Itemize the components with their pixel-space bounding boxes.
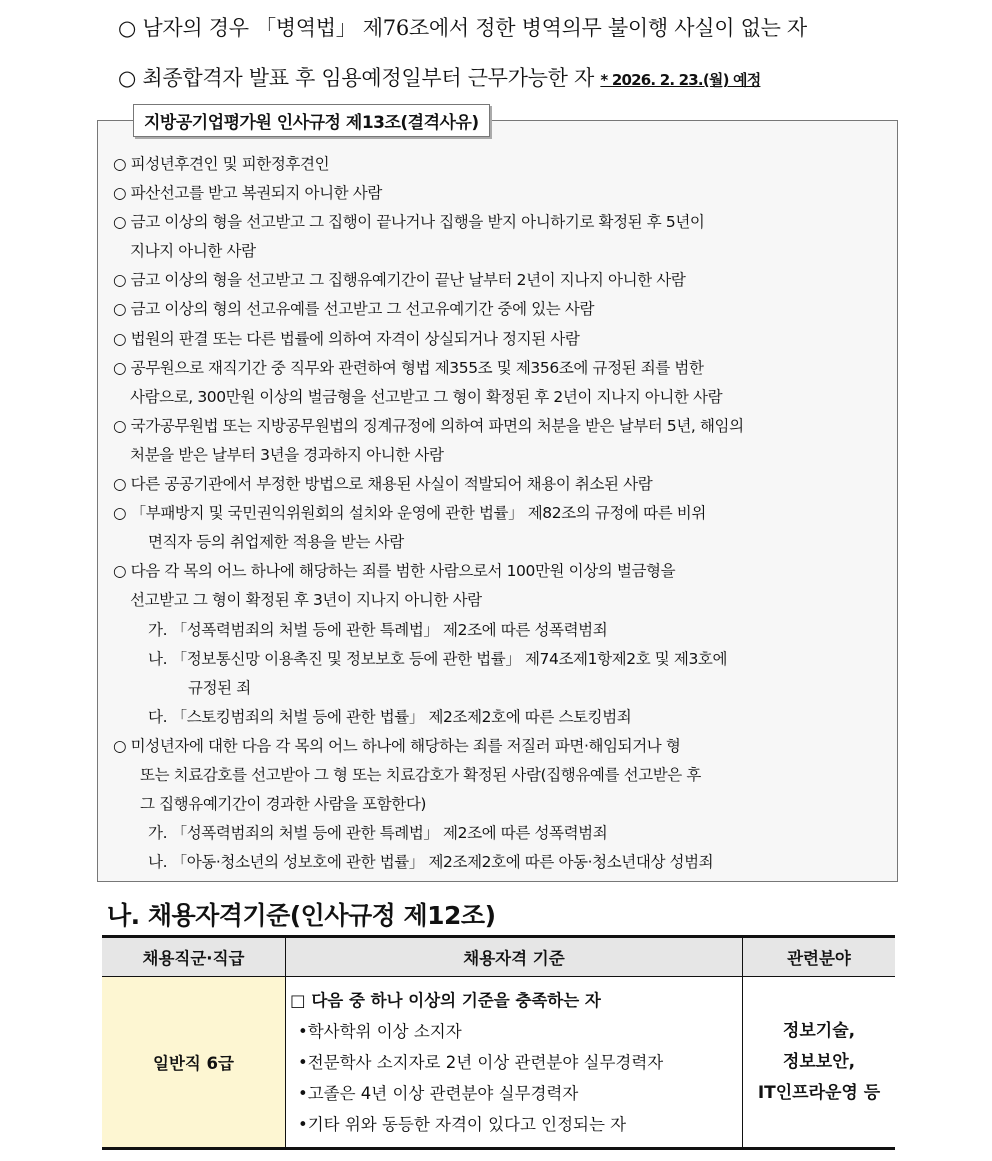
header-fields: 관련분야 bbox=[743, 937, 896, 977]
list-line: 그 집행유예기간이 경과한 사람을 포함한다) bbox=[140, 795, 427, 814]
list-line: ○ 파산선고를 받고 복권되지 아니한 사람 bbox=[113, 184, 382, 203]
criteria-item: •고졸은 4년 이상 관련분야 실무경력자 bbox=[298, 1083, 579, 1103]
start-date-note: * 2026. 2. 23.(월) 예정 bbox=[600, 71, 761, 89]
list-line: 처분을 받은 날부터 3년을 경과하지 아니한 사람 bbox=[130, 445, 444, 464]
criteria-cell bbox=[286, 977, 743, 1149]
list-line: ○ 법원의 판결 또는 다른 법률에 의하여 자격이 상실되거나 정지된 사람 bbox=[113, 329, 580, 348]
list-line: 나. 「아동·청소년의 성보호에 관한 법률」 제2조제2호에 따른 아동·청소년대상 성범죄 bbox=[148, 853, 714, 872]
qualification-table bbox=[102, 935, 895, 1150]
criteria-item: •기타 위와 동등한 자격이 있다고 인정되는 자 bbox=[298, 1114, 627, 1134]
requirement-availability bbox=[118, 62, 760, 92]
criteria-heading: □ 다음 중 하나 이상의 기준을 충족하는 자 bbox=[290, 990, 601, 1010]
requirement-text: ○ 최종합격자 발표 후 임용예정일부터 근무가능한 자 bbox=[118, 66, 601, 90]
list-line: 다. 「스토킹범죄의 처벌 등에 관한 법률」 제2조제2호에 따른 스토킹범죄 bbox=[148, 707, 632, 726]
list-line: 지나지 아니한 사람 bbox=[130, 242, 256, 261]
criteria-item: •학사학위 이상 소지자 bbox=[298, 1021, 462, 1041]
table-row bbox=[102, 977, 895, 1149]
field-item: 정보보안, bbox=[782, 1051, 856, 1072]
list-line: ○ 공무원으로 재직기간 중 직무와 관련하여 형법 제355조 및 제356조에 규정된 죄를 범한 bbox=[113, 358, 704, 377]
list-line: 사람으로, 300만원 이상의 벌금형을 선고받고 그 형이 확정된 후 2년이 지나지 아니한 사람 bbox=[130, 387, 723, 406]
list-line: 또는 치료감호를 선고받아 그 형 또는 치료감호가 확정된 사람(집행유예를 선고받은 후 bbox=[140, 765, 701, 784]
requirement-text: ○ 남자의 경우 「병역법」 제76조에서 정한 병역의무 불이행 사실이 없는 자 bbox=[118, 16, 807, 40]
header-position: 채용직군·직급 bbox=[102, 937, 286, 977]
list-line: 가. 「성폭력범죄의 처벌 등에 관한 특례법」 제2조에 따른 성폭력범죄 bbox=[148, 824, 608, 843]
list-line: 가. 「성폭력범죄의 처벌 등에 관한 특례법」 제2조에 따른 성폭력범죄 bbox=[148, 620, 608, 639]
list-line: ○ 금고 이상의 형의 선고유예를 선고받고 그 선고유예기간 중에 있는 사람 bbox=[113, 300, 595, 319]
list-line: ○ 미성년자에 대한 다음 각 목의 어느 하나에 해당하는 죄를 저질러 파면·해임되거나 형 bbox=[113, 736, 681, 755]
disqualification-list bbox=[113, 150, 893, 877]
list-line: ○ 다음 각 목의 어느 하나에 해당하는 죄를 범한 사람으로서 100만원 이상의 벌금형을 bbox=[113, 562, 676, 581]
list-line: ○ 피성년후견인 및 피한정후견인 bbox=[113, 155, 330, 173]
requirement-military bbox=[118, 12, 807, 42]
table-header-row bbox=[102, 937, 895, 977]
list-line: ○ 금고 이상의 형을 선고받고 그 집행이 끝나거나 집행을 받지 아니하기로 확정된 후 5년이 bbox=[113, 213, 705, 232]
list-line: 규정된 죄 bbox=[188, 678, 251, 697]
list-line: ○ 「부패방지 및 국민권익위원회의 설치와 운영에 관한 법률」 제82조의 규정에 따른 비위 bbox=[113, 504, 706, 523]
list-line: ○ 다른 공공기관에서 부정한 방법으로 채용된 사실이 적발되어 채용이 취소된 사람 bbox=[113, 475, 653, 494]
position-cell: 일반직 6급 bbox=[102, 977, 286, 1149]
list-line: 면직자 등의 취업제한 적용을 받는 사람 bbox=[148, 533, 404, 552]
box-title: 지방공기업평가원 인사규정 제13조(결격사유) bbox=[133, 104, 490, 137]
field-item: 정보기술, bbox=[782, 1020, 856, 1041]
section-heading: 나. 채용자격기준(인사규정 제12조) bbox=[107, 901, 496, 930]
list-line: ○ 금고 이상의 형을 선고받고 그 집행유예기간이 끝난 날부터 2년이 지나지 아니한 사람 bbox=[113, 271, 686, 290]
list-line: ○ 국가공무원법 또는 지방공무원법의 징계규정에 의하여 파면의 처분을 받은 날부터 5년, 해임의 bbox=[113, 416, 744, 435]
list-line: 나. 「정보통신망 이용촉진 및 정보보호 등에 관한 법률」 제74조제1항제2호 및 제3호에 bbox=[148, 649, 728, 668]
fields-cell bbox=[743, 977, 896, 1149]
criteria-item: •전문학사 소지자로 2년 이상 관련분야 실무경력자 bbox=[298, 1052, 664, 1072]
field-item: IT인프라운영 등 bbox=[757, 1082, 881, 1103]
header-criteria: 채용자격 기준 bbox=[286, 937, 743, 977]
list-line: 선고받고 그 형이 확정된 후 3년이 지나지 아니한 사람 bbox=[130, 591, 482, 610]
